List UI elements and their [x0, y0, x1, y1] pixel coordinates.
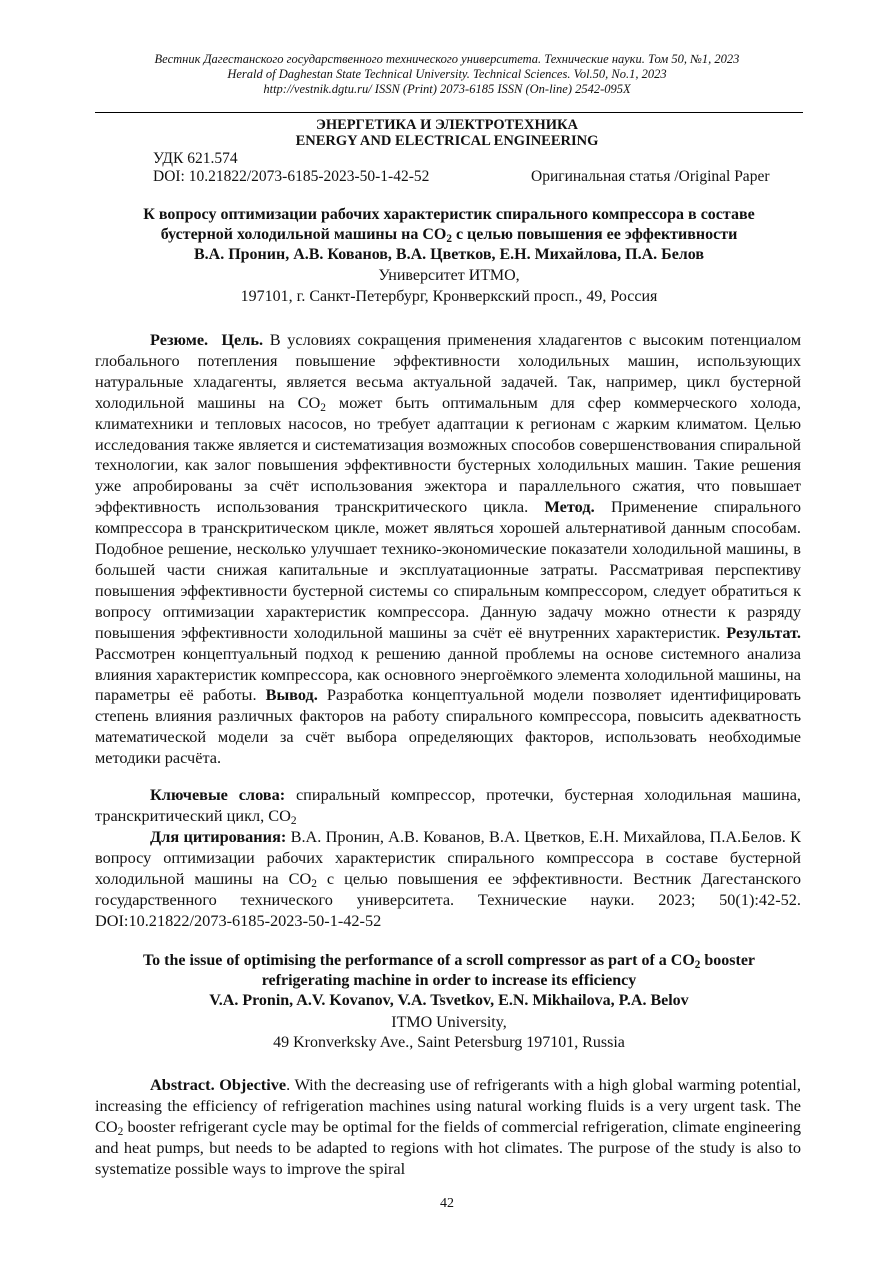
conclusion-ru-text: Разработка концептуальной модели позволяет идентифицировать степень влияния различных факторов на работу спирального компрессора, повысить адекватность математической модели за счёт выбора определяющих факторов, использовать необходимые методики расчёта.	[95, 685, 801, 768]
citation-ru-subscript: 2	[311, 877, 317, 890]
section-title-ru: ЭНЕРГЕТИКА И ЭЛЕКТРОТЕХНИКА	[316, 117, 578, 133]
journal-header-issn: http://vestnik.dgtu.ru/ ISSN (Print) 2073-6185 ISSN (On-line) 2542-095X	[263, 82, 631, 96]
address-en: 49 Kronverksky Ave., Saint Petersburg 197101, Russia	[273, 1034, 625, 1051]
journal-header-en: Herald of Daghestan State Technical University. Technical Sciences. Vol.50, No.1, 2023	[227, 67, 667, 81]
title-en-line1	[90, 951, 808, 971]
keywords-ru-text: спиральный компрессор, протечки, бустерная холодильная машина, транскритический цикл, CO	[95, 785, 801, 825]
abstract-ru-text-2: может быть оптимальным для сфер коммерческого холода, климатехники и тепловых насосов, но требует адаптации к регионам с жарким климатом. Целью исследования также является и систематизация возможных способов совершенствования спиральной технологии, как залог повышения эффективности бустерных холодильных машин. Такие решения уже апробированы за счёт использования эжектора и параллельного сжатия, что повышает эффективность использования транскритического цикла.	[95, 392, 801, 517]
abstract-en-label: Abstract. Objective	[150, 1075, 287, 1094]
abstract-en	[95, 1075, 801, 1180]
section-title-en: ENERGY AND ELECTRICAL ENGINEERING	[295, 133, 599, 149]
abstract-en-text-2: booster refrigerant cycle may be optimal for the fields of commercial refrigeration, climate engineering and heat pumps, but needs to be adapted to regions with hot climates. The purpose of the study is also to systematize possible ways to improve the spiral	[95, 1116, 801, 1178]
objective-ru-label: Цель.	[221, 330, 264, 349]
title-ru-line2-a: бустерной холодильной машины на CO	[160, 226, 447, 243]
title-ru-line2-b: с целью повышения ее эффективности	[451, 226, 738, 243]
article-title-en	[90, 951, 808, 1011]
title-ru-subscript: 2	[446, 232, 452, 245]
article-title-ru	[95, 205, 803, 265]
abstract-en-text-1: . With the decreasing use of refrigerants with a high global warming potential, increasing the efficiency of refrigeration machines using natural working fluids is a very urgent task. The CO	[95, 1075, 801, 1136]
journal-header-ru: Вестник Дагестанского государственного технического университета. Технические науки. Том 50, №1, 2023	[154, 52, 740, 66]
method-ru-text: Применение спирального компрессора в транскритическом цикле, может являться хорошей альтернативой данным способам. Подобное решение, несколько улучшает технико-экономические показатели холодильной машины, в большей части снижая капитальные и эксплуатационные затраты. Рассматривая перспективу повышения эффективности бустерной системы со спиральным компрессором, следует обратиться к вопросу оптимизации характеристик компрессора. Данную задачу можно отнести к разряду повышения эффективности холодильной машины за счёт её внутренних характеристик.	[95, 497, 802, 642]
doi: DOI: 10.21822/2073-6185-2023-50-1-42-52	[153, 168, 430, 185]
authors-ru: В.А. Пронин, А.В. Кованов, В.А. Цветков, Е.Н. Михайлова, П.А. Белов	[193, 246, 705, 263]
title-en-line1-b: booster	[700, 952, 756, 969]
address-ru: 197101, г. Санкт-Петербург, Кронверкский просп., 49, Россия	[240, 288, 658, 305]
abstract-ru-text-1: В условиях сокращения применения хладагентов с высоким потенциалом глобального потепления повышение эффективности холодильных машин, использующих натуральные хладагенты, является весьма актуальной задачей. Так, например, цикл бустерной холодильной машины на CO	[95, 330, 801, 412]
title-en-line1-a: To the issue of optimising the performance of a scroll compressor as part of a CO	[142, 952, 695, 969]
keywords-ru-subscript: 2	[290, 814, 297, 827]
citation-ru-text-2: с целью повышения ее эффективности. Вестник Дагестанского государственного технического университета. Технические науки. 2023; 50(1):42-52. DOI:10.21822/2073-6185-2023-50-1-42-52	[95, 868, 802, 930]
page-number: 42	[440, 1196, 454, 1211]
result-ru-label: Результат.	[726, 622, 801, 642]
citation-ru	[95, 827, 801, 932]
udk-code: УДК 621.574	[153, 150, 238, 167]
abstract-ru	[95, 330, 801, 769]
method-ru-label: Метод.	[544, 497, 595, 517]
affiliation-en: ITMO University,	[391, 1014, 507, 1031]
result-ru-text: Рассмотрен концептуальный подход к решению данной проблемы на основе системного анализа влияния характеристик компрессора, как основного энергоёмкого элемента холодильной машины, на параметры её работы.	[95, 643, 801, 705]
abstract-en-subscript: 2	[117, 1125, 124, 1138]
affiliation-ru: Университет ИТМО,	[378, 267, 520, 284]
conclusion-ru-label: Вывод.	[265, 685, 318, 705]
paper-type: Оригинальная статья /Original Paper	[531, 168, 770, 185]
abstract-ru-subscript: 2	[320, 401, 326, 414]
keywords-ru-label: Ключевые слова:	[150, 785, 286, 804]
title-ru-line2	[95, 225, 803, 245]
keywords-ru	[95, 785, 801, 827]
abstract-ru-label: Резюме.	[150, 330, 209, 349]
title-en-subscript: 2	[694, 958, 701, 971]
title-en-line2: refrigerating machine in order to increase its efficiency	[261, 972, 637, 989]
header-divider	[95, 112, 803, 113]
citation-ru-text-1: В.А. Пронин, А.В. Кованов, В.А. Цветков, Е.Н. Михайлова, П.А.Белов. К вопросу оптимизации рабочих характеристик спирального компрессора в составе бустерной холодильной машины на CO	[95, 827, 801, 888]
authors-en: V.A. Pronin, A.V. Kovanov, V.A. Tsvetkov, E.N. Mikhailova, P.A. Belov	[209, 992, 689, 1009]
title-ru-line1: К вопросу оптимизации рабочих характеристик спирального компрессора в составе	[143, 206, 755, 223]
citation-ru-label: Для цитирования:	[150, 827, 287, 846]
